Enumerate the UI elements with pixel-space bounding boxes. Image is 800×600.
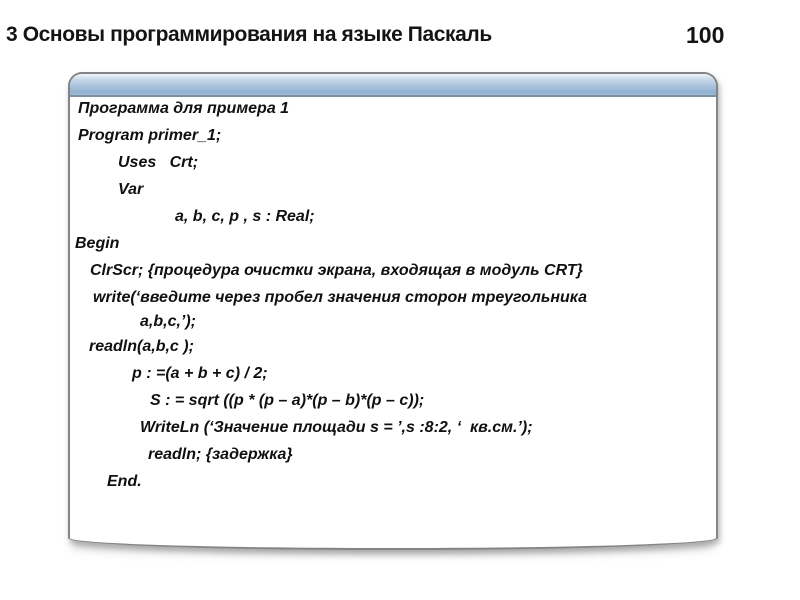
code-line: write(‘введите через пробел значения сторон треугольника <box>93 289 587 306</box>
slide-title: 3 Основы программирования на языке Паскаль <box>6 23 492 46</box>
code-line: Var <box>118 181 144 198</box>
page-number: 100 <box>686 22 725 48</box>
code-line: readln(a,b,c ); <box>89 338 194 355</box>
code-line: Программа для примера 1 <box>78 100 290 117</box>
code-line: Uses Crt; <box>118 154 199 171</box>
code-line: S : = sqrt ((p * (p – a)*(p – b)*(p – c)); <box>150 392 425 409</box>
code-card <box>68 72 718 550</box>
code-line: Program primer_1; <box>78 127 222 144</box>
code-line: ClrScr; {процедура очистки экрана, входящая в модуль CRT} <box>90 262 583 279</box>
code-line: End. <box>107 473 142 490</box>
code-line: a, b, c, p , s : Real; <box>175 208 315 225</box>
code-card-title-bar <box>70 74 716 97</box>
code-line: readln; {задержка} <box>148 446 293 463</box>
code-line: p : =(a + b + c) / 2; <box>132 365 268 382</box>
code-line: Begin <box>75 235 120 252</box>
code-line: WriteLn (‘Значение площади s = ’,s :8:2, ‘ кв.см.’); <box>140 419 533 436</box>
code-line: a,b,c,’); <box>140 313 197 330</box>
code-block <box>70 95 716 495</box>
